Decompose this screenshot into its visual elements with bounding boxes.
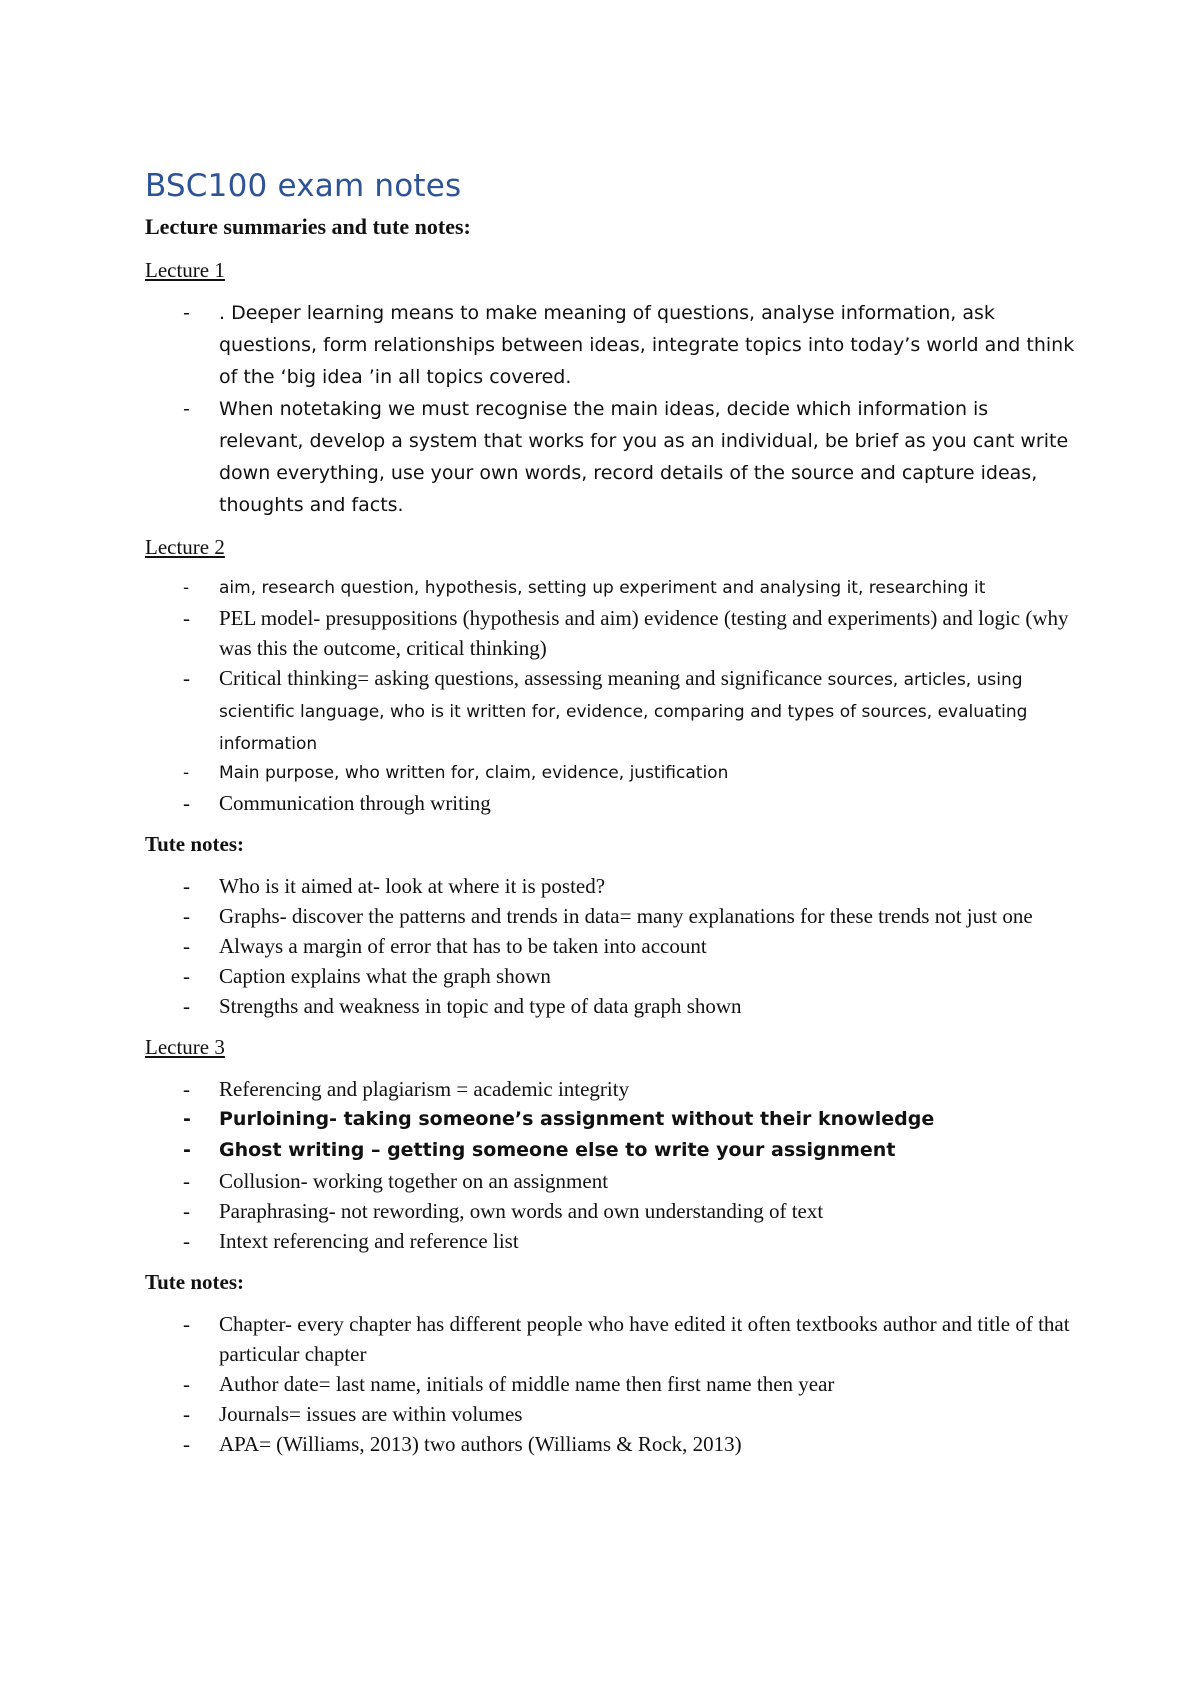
list-item: - Collusion- working together on an assignment bbox=[145, 1166, 1075, 1196]
list-item: - Purloining- taking someone’s assignment without their knowledge bbox=[145, 1104, 1075, 1135]
dash-bullet: - bbox=[183, 763, 190, 783]
dash-bullet: - bbox=[183, 1372, 190, 1396]
list-item: - Intext referencing and reference list bbox=[145, 1226, 1075, 1256]
dash-bullet: - bbox=[183, 1402, 190, 1426]
list-item: - Paraphrasing- not rewording, own words and own understanding of text bbox=[145, 1196, 1075, 1226]
document-title: BSC100 exam notes bbox=[145, 168, 462, 204]
dash-bullet: - bbox=[183, 1077, 190, 1101]
lecture-1-list bbox=[145, 297, 1075, 521]
list-item: - Author date= last name, initials of middle name then first name then year bbox=[145, 1369, 1075, 1399]
list-item: - Chapter- every chapter has different people who have edited it often textbooks author and title of that particular chapter bbox=[145, 1309, 1075, 1369]
dash-bullet: - bbox=[183, 1312, 190, 1336]
list-item: - Graphs- discover the patterns and trends in data= many explanations for these trends not just one bbox=[145, 901, 1075, 931]
list-item: - When notetaking we must recognise the main ideas, decide which information is relevant, develop a system that works for you as an individual, be brief as you cant write down everything, use your own words, record details of the source and capture ideas, thoughts and facts. bbox=[145, 393, 1075, 521]
document-subtitle: Lecture summaries and tute notes: bbox=[145, 214, 471, 239]
dash-bullet: - bbox=[183, 1169, 190, 1193]
lecture-3-heading: Lecture 3 bbox=[145, 1035, 225, 1059]
tute-notes-1-list bbox=[145, 871, 1075, 1021]
list-item: - Strengths and weakness in topic and type of data graph shown bbox=[145, 991, 1075, 1021]
list-item: - Journals= issues are within volumes bbox=[145, 1399, 1075, 1429]
dash-bullet: - bbox=[183, 874, 190, 898]
list-item: - Caption explains what the graph shown bbox=[145, 961, 1075, 991]
list-item: - APA= (Williams, 2013) two authors (Williams & Rock, 2013) bbox=[145, 1429, 1075, 1459]
dash-bullet: - bbox=[183, 934, 190, 958]
dash-bullet: - bbox=[183, 1108, 191, 1130]
dash-bullet: - bbox=[183, 791, 190, 815]
lecture-1-heading: Lecture 1 bbox=[145, 258, 225, 282]
dash-bullet: - bbox=[183, 398, 190, 420]
dash-bullet: - bbox=[183, 994, 190, 1018]
list-item: - Main purpose, who written for, claim, evidence, justification bbox=[145, 759, 1075, 788]
tute-notes-1-heading: Tute notes: bbox=[145, 832, 244, 856]
list-item: - aim, research question, hypothesis, setting up experiment and analysing it, researching it bbox=[145, 574, 1075, 603]
list-item: - Communication through writing bbox=[145, 788, 1075, 818]
dash-bullet: - bbox=[183, 302, 190, 324]
list-item: - . Deeper learning means to make meaning of questions, analyse information, ask questions, form relationships between ideas, integrate topics into today’s world and think of the ‘big idea ’in all topics covered. bbox=[145, 297, 1075, 393]
dash-bullet: - bbox=[183, 904, 190, 928]
list-item: - Always a margin of error that has to be taken into account bbox=[145, 931, 1075, 961]
tute-notes-2-list bbox=[145, 1309, 1075, 1459]
lecture-2-list bbox=[145, 574, 1075, 818]
list-item: - Referencing and plagiarism = academic integrity bbox=[145, 1074, 1075, 1104]
dash-bullet: - bbox=[183, 1229, 190, 1253]
lecture-2-heading: Lecture 2 bbox=[145, 535, 225, 559]
dash-bullet: - bbox=[183, 1199, 190, 1223]
list-item: - Critical thinking= asking questions, assessing meaning and significance sources, articles, using scientific language, who is it written for, evidence, comparing and types of sources, evaluating information bbox=[145, 663, 1075, 759]
dash-bullet: - bbox=[183, 1139, 191, 1161]
dash-bullet: - bbox=[183, 1432, 190, 1456]
dash-bullet: - bbox=[183, 964, 190, 988]
tute-notes-2-heading: Tute notes: bbox=[145, 1270, 244, 1294]
dash-bullet: - bbox=[183, 666, 190, 690]
dash-bullet: - bbox=[183, 578, 190, 598]
lecture-3-list bbox=[145, 1074, 1075, 1256]
list-item: - Who is it aimed at- look at where it is posted? bbox=[145, 871, 1075, 901]
list-item: - Ghost writing – getting someone else to write your assignment bbox=[145, 1135, 1075, 1166]
list-item: - PEL model- presuppositions (hypothesis and aim) evidence (testing and experiments) and logic (why was this the outcome, critical thinking) bbox=[145, 603, 1075, 663]
dash-bullet: - bbox=[183, 606, 190, 630]
document-page bbox=[145, 168, 1075, 1473]
